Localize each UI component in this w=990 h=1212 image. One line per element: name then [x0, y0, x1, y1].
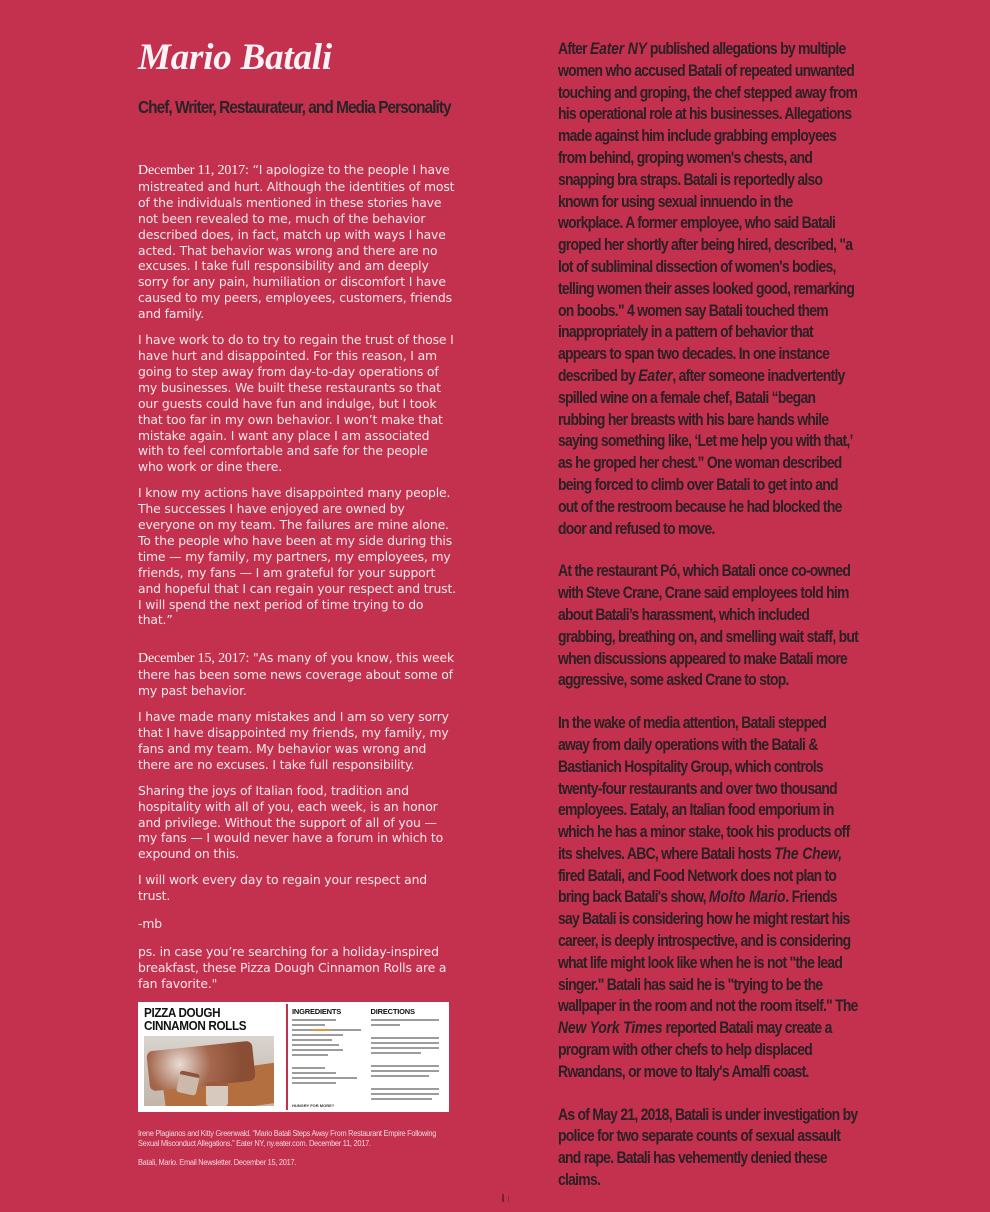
- ingredients-heading: INGREDIENTS: [292, 1006, 342, 1016]
- investigation-paragraph: As of May 21, 2018, Batali is under investigation by police for two separate counts of sexual assault and rape. Batali has vehemently denied these claims.: [558, 1104, 858, 1190]
- statement-date: December 15, 2017:: [138, 651, 250, 667]
- citation: Batali, Mario. Email Newsletter. December 15, 2017.: [138, 1156, 297, 1167]
- statement-dec-11: [138, 162, 456, 628]
- page-title: Mario Batali: [138, 37, 332, 78]
- show-name: The Chew,: [774, 843, 842, 863]
- statement-paragraph: Sharing the joys of Italian food, tradition and hospitality with all of you, each week, is an honor and privilege. Without the support of all of you — my fans — I would never have a forum in which to expound on this.: [138, 782, 444, 862]
- publication-name: Eater: [638, 365, 673, 385]
- statement-paragraph: December 11, 2017: “I apologize to the people I have mistreated and hurt. Although the identities of most of the individuals mentioned in these stories have not been revealed to me, much of the behavior described does, in fact, match up with ways I have acted. That behavior was wrong and there are no excuses. I take full responsibility and am deeply sorry for any pain, humiliation or discomfort I have caused to my peers, employees, customers, friends and family.: [138, 162, 455, 322]
- recipe-title: PIZZA DOUGH CINNAMON ROLLS: [144, 1004, 247, 1033]
- statement-paragraph: December 15, 2017: "As many of you know, this week there has been some news coverage about some of my past behavior.: [138, 650, 455, 699]
- right-column: [558, 38, 858, 1212]
- aftermath-paragraph: In the wake of media attention, Batali stepped away from daily operations with the Batali & Bastianich Hospitality Group, which controls twenty-four restaurants and over two thousand employees. Eataly, an Italian food emporium in which he has a minor stake, took his products off its shelves. ABC, where Batali hosts The Chew, fired Batali, and Food Network does not plan to bring back Batali's show, Molto Mario. Friends say Batali is considering how he might restart his career, is deeply introspective, and is considering what life might look like when he is not "the lead singer." Batali has said he is "trying to be the wallpaper in the room and not the room itself." The New York Times reported Batali may create a program with other chefs to help displaced Rwandans, or move to Italy's Amalfi coast.: [558, 713, 858, 1081]
- publication-name: Eater NY: [589, 39, 647, 58]
- recipe-directions: [371, 1007, 444, 1107]
- statement-dec-15: [138, 650, 456, 991]
- crop-mark: [508, 1196, 509, 1202]
- recipe-card-right: [288, 1004, 447, 1110]
- show-name: Molto Mario: [708, 887, 786, 907]
- statement-paragraph: I know my actions have disappointed many people. The successes I have enjoyed are owned by everyone on my team. The failures are mine alone. To the people who have been at my side during this time — my family, my partners, my employees, my friends, my fans — I am grateful for your support and hopeful that I can regain your respect and trust. I will spend the next period of time trying to do that.”: [138, 485, 456, 628]
- statement-paragraph: ps. in case you’re searching for a holiday-inspired breakfast, these Pizza Dough Cinnamon Rolls are a fan favorite.": [138, 943, 447, 991]
- statement-paragraph: I have work to do to try to regain the trust of those I have hurt and disappointed. For this reason, I am going to step away from day-to-day operations of my businesses. We built these restaurants so that our guests could have fun and indulge, but I took that too far in my own behavior. I won’t make that mistake again. I want any place I am associated with to feel comfortable and safe for the people who work or dine there.: [138, 332, 454, 475]
- recipe-card-left: [140, 1004, 288, 1110]
- publication-name: New York Times: [558, 1018, 663, 1038]
- directions-heading: DIRECTIONS: [370, 1006, 415, 1016]
- recipe-card-image: [138, 1002, 449, 1112]
- restaurant-po-paragraph: At the restaurant Pó, which Batali once co-owned with Steve Crane, Crane said employees told him about Batali’s harassment, which included grabbing, breathing on, and smelling wait staff, but when discussions appeared to make Batali more aggressive, some asked Crane to stop.: [558, 561, 859, 690]
- left-column: [138, 36, 456, 1167]
- statement-paragraph: I will work every day to regain your respect and trust.: [138, 872, 428, 904]
- roll-slice-shape: [206, 1082, 228, 1106]
- citation: Irene Plagianos and Kitty Greenwald. “Mario Batali Steps Away From Restaurant Empire Following Sexual Misconduct Allegations.” Eater NY, ny.eater.com. December 11, 2017.: [138, 1127, 437, 1149]
- recipe-footer: HUNGRY FOR MORE?: [292, 1102, 335, 1108]
- crop-mark: [502, 1194, 504, 1202]
- cinnamon-rolls-photo: [144, 1036, 274, 1106]
- statement-signoff: -mb: [138, 916, 162, 932]
- allegations-paragraph: After Eater NY published allegations by multiple women who accused Batali of repeated unwanted touching and groping, the chef stepped away from his operational role at his businesses. Allegations made against him include grabbing employees from behind, groping women's chests, and snapping bra straps. Batali is reportedly also known for using sexual innuendo in the workplace. A former employee, who said Batali groped her shortly after being hired, described, "a lot of subliminal dissection of women's bodies, telling women their asses looked good, remarking on boobs." 4 women say Batali touched them inappropriately in a pattern of behavior that appears to span two decades. In one instance described by Eater, after someone inadvertently spilled wine on a female chef, Batali “began rubbing her breasts with his bare hands while saying something like, ‘Let me help you with that,’ as he groped her chest.” One woman described being forced to climb over Batali to get into and out of the restroom because he had blocked the door and refused to move.: [558, 39, 858, 538]
- statement-paragraph: I have made many mistakes and I am so very sorry that I have disappointed my friends, my family, my fans and my team. My behavior was wrong and there are no excuses. I take full responsibility.: [138, 709, 449, 772]
- page-subtitle: Chef, Writer, Restaurateur, and Media Personality: [138, 97, 451, 117]
- recipe-ingredients: [292, 1007, 365, 1107]
- statement-date: December 11, 2017:: [138, 163, 249, 178]
